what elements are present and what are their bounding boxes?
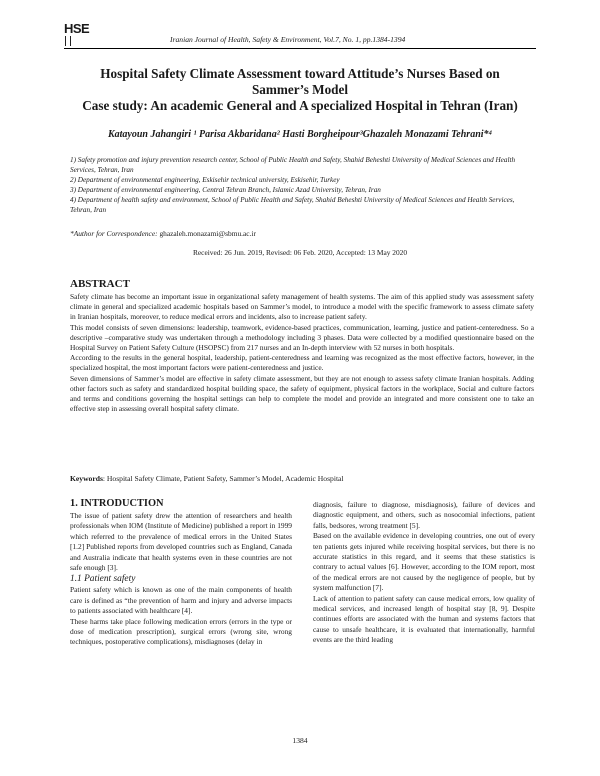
section-heading: 1. INTRODUCTION <box>70 498 164 509</box>
journal-header: Iranian Journal of Health, Safety & Environment, Vol.7, No. 1, pp.1384-1394 <box>170 35 406 44</box>
affiliation-2: 2) Department of environmental engineering, Eskisehir technical university, Eskisehir, Turkey <box>70 176 340 184</box>
paper-title <box>64 66 536 114</box>
title-line-1: Hospital Safety Climate Assessment toward Attitude’s Nurses Based on <box>100 66 500 81</box>
journal-logo <box>64 22 104 46</box>
abstract-paragraph: This model consists of seven dimensions: leadership, teamwork, evidence-based practices, communication, learning, justice and patient-centeredness. So a descriptive –comparative study was undertaken through a methodology including 3 phases. Data were collected by a modified questionnaire based on the Hospital Survey on Patient Safety Culture (HSOPSC) from 217 nurses and an In-depth interview with 52 nurses in both hospitals. <box>70 322 534 353</box>
abstract-heading: ABSTRACT <box>70 278 130 290</box>
subsection-heading: 1.1 Patient safety <box>70 574 136 585</box>
body-paragraph: The issue of patient safety drew the attention of researchers and health professionals when IOM (Institute of Medicine) published a report in 1999 which referred to the prevalence of medical errors in the United States [1.2] Published reports from developed countries such as England, Canada and Australia indicate that health systems even in these countries are not safe enough [3]. <box>70 511 292 573</box>
affiliation-4: 4) Department of health safety and environment, School of Public Health and Safety, Shahid Beheshti University of Medical Sciences and Health Services, Tehran, Iran <box>70 196 515 214</box>
right-column <box>313 500 535 646</box>
abstract-paragraph: Safety climate has become an important issue in organizational safety management of health systems. The aim of this applied study was assessment safety climate in general and specialized academic hospitals based on Sammer’s model, to introduce a model with the specific framework to assess climate safety in Iranian hospitals, moreover, to reduce medical errors and incidents, also to increase patient safety. <box>70 292 534 322</box>
abstract-paragraph: Seven dimensions of Sammer’s model are effective in safety climate assessment, but they are not enough to assess safety climate Iranian hospitals. Adding other factors such as safety and standardized hospital building space, the safety of equipment, physical factors in the workplace, Social and culture factors and terms and conditions governing the hospital settings can help to complete the model and provide an integrated and more consistent one to take an effective step in assessing overall hospital safety climate. <box>70 373 534 414</box>
correspondence-email[interactable]: ghazaleh.monazami@sbmu.ac.ir <box>159 229 256 238</box>
keywords <box>70 474 534 483</box>
correspondence <box>70 229 256 238</box>
body-paragraph: Patient safety which is known as one of the main components of health care is defined as “the prevention of harm and injury and adverse impacts to patients associated with healthcare [4]. <box>70 585 292 616</box>
author-list: Katayoun Jahangiri ¹ Parisa Akbaridana² Hasti Borgheipour³Ghazaleh Monazami Tehrani*⁴ <box>107 129 493 140</box>
abstract-paragraph: According to the results in the general hospital, leadership, patient-centeredness and learning was recognized as the most effective factors, however, in the specialized hospital, the most important factors were patient-centeredness and justice. <box>70 353 534 373</box>
body-paragraph: diagnosis, failure to diagnose, misdiagnosis), failure of devices and diagnostic equipment, and others, such as nosocomial infections, patient falls, bedsores, wrong treatment [5]. <box>313 500 535 530</box>
keywords-label: Keywords <box>70 474 103 483</box>
affiliations <box>70 155 538 215</box>
logo-mark <box>65 36 71 46</box>
abstract-body <box>70 292 534 414</box>
title-line-3: Case study: An academic General and A specialized Hospital in Tehran (Iran) <box>82 98 518 113</box>
received-dates: Received: 26 Jun. 2019, Revised: 06 Feb. 2020, Accepted: 13 May 2020 <box>192 248 408 257</box>
body-paragraph: These harms take place following medication errors (errors in the type or dose of medication prescription), surgical errors (wrong site, wrong techniques, postoperative complications), misdiagnoses (delay in <box>70 616 292 647</box>
body-paragraph: Lack of attention to patient safety can cause medical errors, low quality of medical services, and increased length of hospital stay [8, 9]. Despite continues efforts are associated with the human and systems factors that cause to unsafe healthcare, it is evaluated that internationally, harmful events are the third leading <box>313 593 535 645</box>
affiliation-1: 1) Safety promotion and injury prevention research center, School of Public Health and Safety, Shahid Beheshti University of Medical Sciences and Health Services, Tehran, Iran <box>70 156 516 174</box>
left-column <box>70 497 292 648</box>
title-line-2: Sammer’s Model <box>251 82 349 97</box>
affiliation-3: 3) Department of environmental engineering, Central Tehran Branch, Islamic Azad University, Tehran, Iran <box>70 186 381 194</box>
logo-text: HSE <box>64 21 90 36</box>
header-divider <box>64 48 536 49</box>
keywords-text: : Hospital Safety Climate, Patient Safety, Sammer’s Model, Academic Hospital <box>102 474 344 483</box>
correspondence-label: *Author for Correspondence: <box>70 229 158 238</box>
page-number: 1384 <box>292 736 308 745</box>
body-paragraph: Based on the available evidence in developing countries, one out of every ten patients gets injured while receiving hospital services, but there is no accurate statistics in this regard, and it seems that these statistics is contrary to actual values [6]. However, according to the IOM report, most of the medical errors are not caused by the negligence of people, but by system malfunction [7]. <box>313 531 535 593</box>
